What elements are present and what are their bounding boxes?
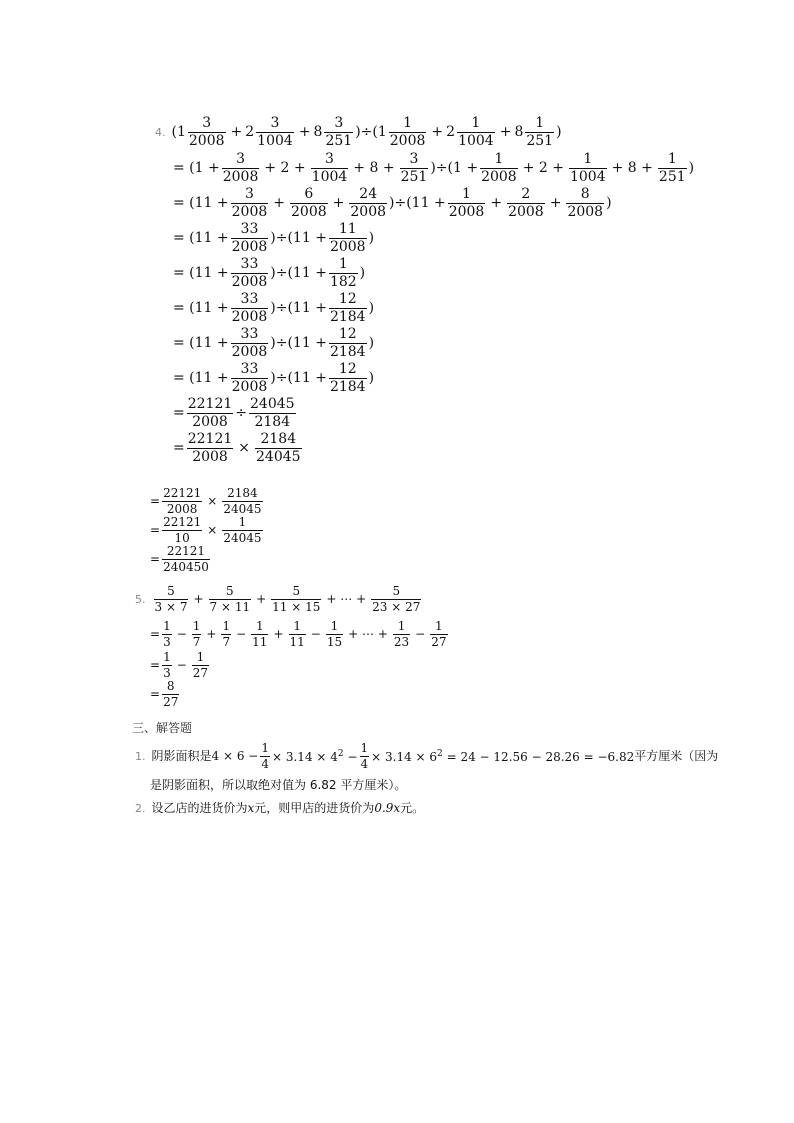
problem-5-line-2: = $\frac{1}{3}$ − $\frac{1}{7}$ + $\frac{1}{7}$ − $\frac{1}{11}$ + $\frac{1}{11}$ − $\frac{1}{15}$ + ⋯ + $\frac{1}{23}$ − $\frac{1}{27}$ [150,619,447,649]
problem-4-line-6: = (11 + $\frac{33}{2008}$ )÷(11 + $\frac{12}{2184}$ ) [173,291,375,325]
problem-4-line-10: = $\frac{22121}{2008}$ × $\frac{2184}{24045}$ [173,431,301,465]
answer-number: 2. [135,801,146,815]
problem-5-line-1: 5. $\frac{5}{3 \times 7}$ + $\frac{5}{7 \times 11}$ + $\frac{5}{11 \times 15}$ + ⋯ + $\frac{5}{23 \times 27}$ [135,584,421,614]
problem-4-line-7: = (11 + $\frac{33}{2008}$ )÷(11 + $\frac{12}{2184}$ ) [173,326,375,360]
problem-5-line-3: = $\frac{1}{3}$ − $\frac{1}{27}$ [150,650,209,680]
problem-5-line-4: = $\frac{8}{27}$ [150,679,179,709]
problem-4-tail-3: = $\frac{22121}{240450}$ [150,544,209,574]
answer-2 [135,802,424,814]
problem-4-tail-1: = $\frac{22121}{2008}$ × $\frac{2184}{24045}$ [150,486,262,516]
problem-4-line-5: = (11 + $\frac{33}{2008}$ )÷(11 + $\frac{1}{182}$ ) [173,256,366,290]
problem-4-line-9: = $\frac{22121}{2008}$ ÷ $\frac{24045}{2184}$ [173,396,295,430]
section-title: 三、解答题 [132,721,193,735]
problem-4-line-1: 4. (1 $\frac{3}{2008}$ + 2 $\frac{3}{1004}$ + 8 $\frac{3}{251}$ )÷(1 $\frac{1}{2008}$ + 2 $\frac{1}{1004}$ + 8 $\frac{1}{251}$ ) [155,115,562,149]
answer-1-line-1: 1. 阴影面积是 4 × 6 − $\frac{1}{4}$ × $3.14 \times 4^2$ − $\frac{1}{4}$ × $3.14 \times 6^2 = 24 - 12.56 - 28.26 = -6.82$ 平方厘米（因为 [135,741,719,771]
problem-4-line-4: = (11 + $\frac{33}{2008}$ )÷(11 + $\frac{11}{2008}$ ) [173,221,375,255]
problem-4-line-2: = (1 + $\frac{3}{2008}$ + 2 + $\frac{3}{1004}$ + 8 + $\frac{3}{251}$ )÷(1 + $\frac{1}{2008}$ + 2 + $\frac{1}{1004}$ + 8 + $\frac{1}{251}$ ) [173,151,695,185]
answer-1-line-2: 是阴影面积，所以取绝对值为 6.82 平方厘米）。 [150,778,407,792]
answer-2-text-3: 元。 [400,801,425,815]
answer-1-suffix: 平方厘米（因为 [634,749,719,764]
answer-number: 1. [135,749,146,763]
answer-2-var-2: 0.9x [374,801,401,815]
problem-4-line-8: = (11 + $\frac{33}{2008}$ )÷(11 + $\frac{12}{2184}$ ) [173,361,375,395]
answer-2-text-1: 设乙店的进货价为 [151,801,248,815]
problem-number: 5. [135,592,146,606]
problem-number: 4. [155,125,166,139]
problem-4-tail-2: = $\frac{22121}{10}$ × $\frac{1}{24045}$ [150,515,262,545]
problem-4-line-3: = (11 + $\frac{3}{2008}$ + $\frac{6}{2008}$ + $\frac{24}{2008}$ )÷(11 + $\frac{1}{2008}$ + $\frac{2}{2008}$ + $\frac{8}{2008}$ ) [173,186,612,220]
answer-2-text-2: 元，则甲店的进货价为 [254,801,375,815]
answer-1-prefix: 阴影面积是 [151,749,212,764]
answer-2-var-1: x [247,801,255,815]
